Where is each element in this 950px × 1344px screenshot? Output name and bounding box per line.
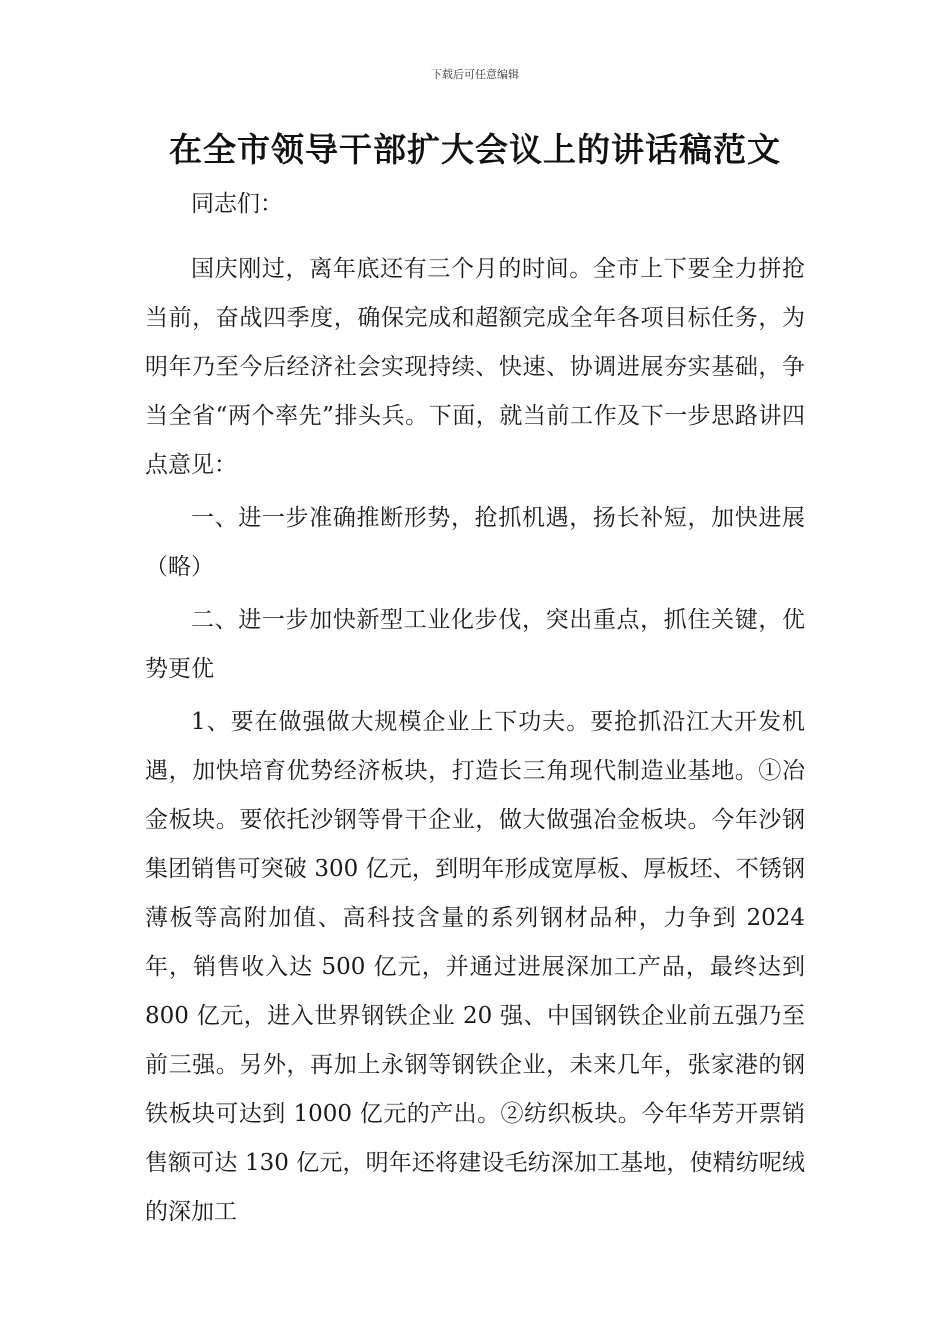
paragraph-intro: 国庆刚过，离年底还有三个月的时间。全市上下要全力拼抢当前，奋战四季度，确保完成和超额完成全年各项目标任务，为明年乃至今后经济社会实现持续、快速、协调进展夯实基础，争当全省“两个率先”排头兵。下面，就当前工作及下一步思路讲四点意见： [145,256,805,478]
document-body [145,180,805,1241]
header-note: 下载后可任意编辑 [431,68,519,81]
document-title: 在全市领导干部扩大会议上的讲话稿范文 [169,130,781,169]
paragraph-section-one: 一、进一步准确推断形势，抢抓机遇，扬长补短，加快进展（略） [145,505,805,580]
paragraph-item-one: 1、要在做强做大规模企业上下功夫。要抢抓沿江大开发机遇，加快培育优势经济板块，打造长三角现代制造业基地。①冶金板块。要依托沙钢等骨干企业，做大做强冶金板块。今年沙钢集团销售可突破 300 亿元，到明年形成宽厚板、厚板坯、不锈钢薄板等高附加值、高科技含量的系列钢材品种，力争到 2024 年，销售收入达 500 亿元，并通过进展深加工产品，最终达到 800 亿元，进入世界钢铁企业 20 强、中国钢铁企业前五强乃至前三强。另外，再加上永钢等钢铁企业，未来几年，张家港的钢铁板块可达到 1000 亿元的产出。②纺织板块。今年华芳开票销售额可达 130 亿元，明年还将建设毛纺深加工基地，使精纺呢绒的深加工 [145,709,805,1225]
salutation: 同志们： [191,191,283,217]
paragraph-section-two: 二、进一步加快新型工业化步伐，突出重点，抓住关键，优势更优 [145,607,805,682]
